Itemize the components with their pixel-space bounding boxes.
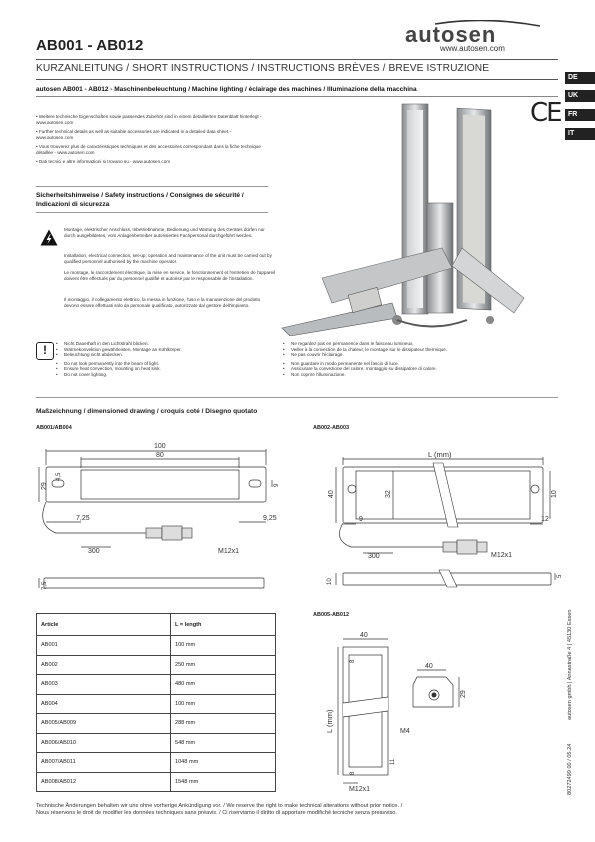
safety-text: Il montaggio, il collegamento elettrico, la messa in funzione, l'uso e la manutenzione del prodotto devono essere effettuati solo da personale qualificato, autorizzato dal gestore dell'impianto. <box>64 297 261 308</box>
dim-12: 12 <box>541 516 549 523</box>
dim-10b: 10 <box>327 578 333 585</box>
note-item: • Weitere technische Eigenschaften sowie passendes Zubehör sind in einem detaillierten Datenblatt hinterlegt - www.autosen.com <box>36 114 262 125</box>
safety-bullet: Nicht Dauerhaft in den Lichtstrahl blicken. <box>64 341 149 346</box>
ce-mark: CE <box>530 98 561 128</box>
dim-300: 300 <box>368 553 380 560</box>
table-row <box>37 772 276 792</box>
note-item: • Vous trouverez plus de caractéristiques techniques et des accessoires correspondant dans la fiche technique détaillée - www.autosen.com <box>36 144 261 155</box>
safety-bullet: Non coprire l'illuminazione. <box>291 371 346 377</box>
article-cell: AB004 <box>37 694 171 714</box>
safety-bullet: Do not look permanently into the beam of light. <box>64 360 159 366</box>
safety-divider-bottom <box>36 212 268 213</box>
subtitle-divider <box>36 79 558 80</box>
company-address: autosen gmbh | Annastraße 4 | 45130 Essen <box>567 609 573 720</box>
drawing-divider <box>36 397 558 398</box>
logo-wordmark: autosen <box>405 22 497 46</box>
drawing-ab005 <box>313 625 478 795</box>
table-header-row <box>37 614 276 636</box>
safety-bullet: Assicurare la convezione del calore, montaggio su dissipatore di calore. <box>291 366 437 372</box>
safety-paragraph-en <box>64 253 276 269</box>
table-header: L = length <box>170 614 275 636</box>
thread-m12: M12x1 <box>349 786 371 793</box>
safety-bullets-left <box>64 341 182 378</box>
safety-text: Installation, electrical connection, set-up, operation and maintenance of the unit must be carried out by qualified personnel authorised by the machine operator. <box>64 253 272 264</box>
lang-tab-uk[interactable]: UK <box>565 90 595 102</box>
safety-text: Montage, elektrischer Anschluss, Inbetriebnahme, Bedienung und Wartung des Gerätes dürfen nur durch ausgebildetes, vom Anlagenbetreiber autorisiertes Fachpersonal durchgeführt werden. <box>64 227 265 238</box>
article-cell: AB008/AB012 <box>37 772 171 792</box>
safety-paragraph-de <box>64 227 276 243</box>
safety-bullet: Ne pas couvrir l'éclairage. <box>291 352 344 358</box>
safety-paragraph-it <box>64 297 276 313</box>
safety-heading: Sicherheitshinweise / Safety instructions / Consignes de sécurité / Indicazioni di sicurezza <box>36 192 244 208</box>
dim-10: 10 <box>551 490 558 498</box>
article-cell: AB003 <box>37 675 171 695</box>
note-item: • Dati tecnici e altre informazioni si trovano su - www.autosen.com <box>36 159 171 164</box>
lang-tab-de[interactable]: DE <box>565 72 595 84</box>
safety-bullet: Beleuchtung nicht abdecken. <box>64 352 123 358</box>
thread-m4: M4 <box>400 728 410 735</box>
table-row <box>37 636 276 656</box>
safety-bullet: Ensure heat convection, mounting on heat sink. <box>64 366 161 372</box>
table-row <box>37 714 276 734</box>
article-cell: AB001 <box>37 636 171 656</box>
length-cell: 548 mm <box>170 733 275 753</box>
note-item: • Further technical details as well as suitable accessories are indicated in a detailed data sheet - www.autosen.com <box>36 129 231 140</box>
drawing-label-ab001: AB001/AB004 <box>36 425 72 431</box>
table-row <box>37 675 276 695</box>
dim-l-mm: L (mm) <box>428 450 452 459</box>
safety-divider-top <box>36 186 268 187</box>
dim-7-25: 7,25 <box>76 515 90 522</box>
dim-40b: 40 <box>425 663 433 670</box>
dim-7-5: 7,5 <box>42 581 48 590</box>
dim-29: 29 <box>41 482 48 490</box>
dim-l-mm: L (mm) <box>325 709 334 733</box>
caution-icon: ! <box>36 342 54 360</box>
drawing-heading: Maßzeichnung / dimensioned drawing / croquis coté / Disegno quotato <box>36 408 258 415</box>
thread-m12: M12x1 <box>491 552 513 559</box>
document-subtitle: KURZANLEITUNG / SHORT INSTRUCTIONS / INSTRUCTIONS BRÈVES / BREVE ISTRUZIONE <box>36 63 490 74</box>
bullet-dots-right: • • • • • • <box>283 341 285 377</box>
footer-notice <box>36 803 536 817</box>
header-divider <box>36 59 558 60</box>
length-cell: 1048 mm <box>170 753 275 773</box>
autosen-logo <box>405 20 565 46</box>
safety-bullet: Wärmekonvektion gewährleisten, Montage an Kühlkörper. <box>64 346 182 352</box>
lang-tab-fr[interactable]: FR <box>565 109 595 121</box>
website-url[interactable]: www.autosen.com <box>440 44 505 53</box>
article-table <box>36 613 276 792</box>
dim-5: 5 <box>557 574 563 578</box>
length-cell: 1548 mm <box>170 772 275 792</box>
safety-text: Le montage, le raccordement électrique, la mise en service, le fonctionnement et l'entretien de l'appareil doivent être effectués par du personnel qualifié et autorisé par le responsable de l'installation. <box>64 270 276 281</box>
document-title: AB001 - AB012 <box>36 37 144 54</box>
dim-8b: 8 <box>350 771 356 775</box>
article-cell: AB002 <box>37 655 171 675</box>
bullet-dots-left: • • • • • • <box>56 341 58 377</box>
length-cell: 250 mm <box>170 655 275 675</box>
dim-40: 40 <box>328 490 335 498</box>
dim-9: 9 <box>274 483 280 487</box>
dim-40: 40 <box>360 632 368 639</box>
dim-80: 80 <box>156 452 164 459</box>
dim-11: 11 <box>390 758 396 765</box>
product-line: autosen AB001 - AB012 - Maschinenbeleuchtung / Machine lighting / éclairage des machines / Illuminazione della macchina <box>36 86 417 93</box>
safety-bullet: Veiller à la convection de la chaleur, le montage sur le dissipateur thermique. <box>291 346 448 352</box>
safety-bullet: Do not cover lighting. <box>64 371 108 377</box>
drawing-ab001 <box>36 435 286 600</box>
drawing-ab002 <box>313 435 563 600</box>
safety-bullet: Non guardare in modo permanente nel fascio di luce. <box>291 360 400 366</box>
electrical-warning-icon <box>40 229 58 246</box>
product-photo <box>262 98 527 336</box>
article-cell: AB007/AB011 <box>37 753 171 773</box>
dim-9: 9 <box>359 516 363 523</box>
safety-bullets-right <box>291 341 447 378</box>
dim-4-5: 4,5 <box>56 472 62 481</box>
length-cell: 100 mm <box>170 694 275 714</box>
length-cell: 288 mm <box>170 714 275 734</box>
table-header: Article <box>37 614 171 636</box>
dim-8a: 8 <box>350 659 356 663</box>
document-number: 80272499 00 / 05.24 <box>567 743 573 795</box>
drawing-label-ab002: AB002-AB003 <box>313 425 350 431</box>
dim-100: 100 <box>154 443 166 450</box>
length-cell: 480 mm <box>170 675 275 695</box>
notes-list <box>36 114 268 168</box>
dim-9-25: 9,25 <box>263 515 277 522</box>
lang-tab-it[interactable]: IT <box>565 128 595 140</box>
footer-line: Nous réservons le droit de modifier les données techniques sans préavis. / Ci riserviamo il diritto di apportare modifiché tecniche senza preavviso. <box>36 810 397 816</box>
thread-m12: M12x1 <box>218 548 240 555</box>
table-row <box>37 655 276 675</box>
product-divider <box>36 96 558 97</box>
article-cell: AB006/AB010 <box>37 733 171 753</box>
length-cell: 100 mm <box>170 636 275 656</box>
dim-32: 32 <box>385 490 392 498</box>
table-row <box>37 753 276 773</box>
safety-bullet: Ne regardez pas en permanence dans le faisceau lumineux. <box>291 341 414 346</box>
table-row <box>37 694 276 714</box>
footer-line: Technische Änderungen behalten wir uns ohne vorherige Ankündigung vor. / We reserve the right to make technical alterations without prior notice. / <box>36 803 403 809</box>
safety-paragraph-fr <box>64 270 276 286</box>
table-row <box>37 733 276 753</box>
article-cell: AB005/AB009 <box>37 714 171 734</box>
dim-300: 300 <box>88 548 100 555</box>
drawing-label-ab005: AB005-AB012 <box>313 612 350 618</box>
dim-29: 29 <box>460 690 467 698</box>
